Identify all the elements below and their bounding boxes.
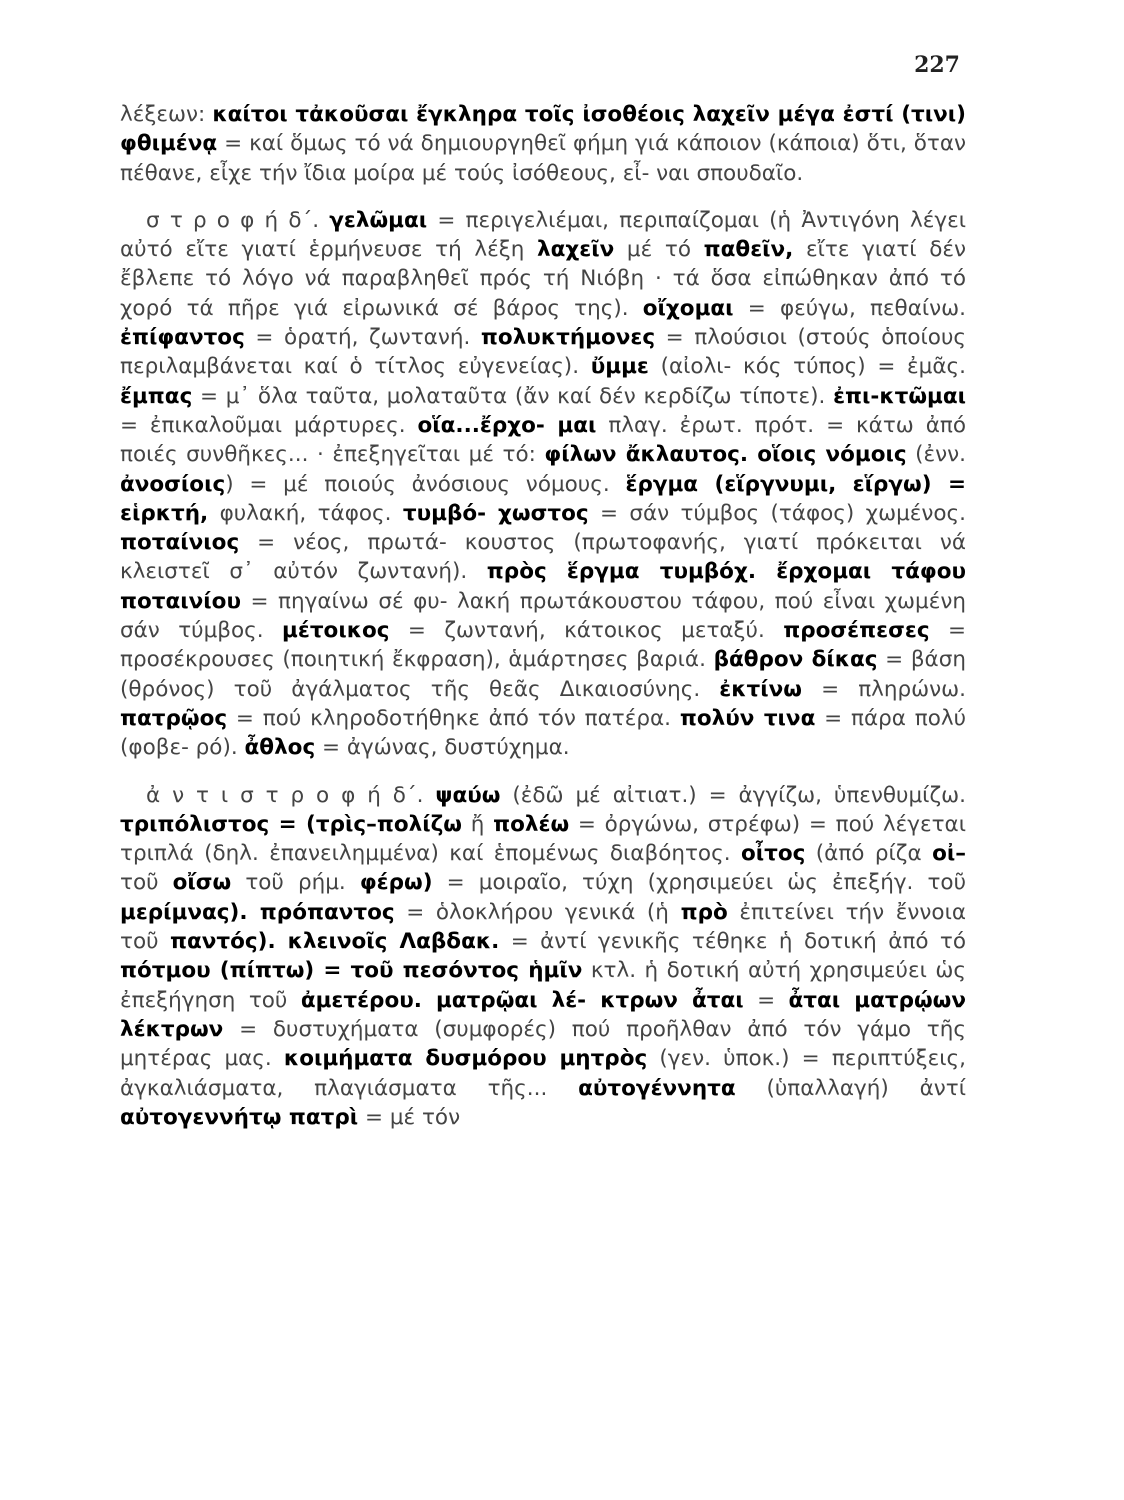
headword: παθεῖν, — [703, 237, 794, 263]
headword: ἐπίφαντος — [120, 325, 245, 351]
gloss-text: = πλούσιοι (στούς ὁποίους περιλαμβάνεται καί ὁ τίτλος εὐγενείας). — [120, 325, 966, 380]
headword: οἴσω — [172, 870, 232, 896]
headword: φέρω) — [359, 870, 433, 896]
gloss-text: κτλ. ἡ δοτική αὐτή χρησιμεύει ὡς ἐπεξήγηση τοῦ — [120, 958, 967, 1013]
headword: οἶτος — [740, 841, 806, 867]
gloss-text: = — [743, 987, 789, 1013]
headword: μερίμνας). πρόπαντος — [120, 899, 395, 925]
gloss-text: = σάν τύμβος (τάφος) χωμένος. — [588, 500, 966, 526]
gloss-text: = φεύγω, πεθαίνω. — [733, 295, 966, 321]
headword: ἐκτίνω — [719, 676, 802, 702]
headword: οἵα...ἔρχο- μαι — [417, 412, 597, 438]
gloss-text: ἐπιτείνει τήν ἔννοια τοῦ — [120, 899, 967, 955]
paragraph-strophe-delta — [120, 206, 966, 763]
gloss-text: = ὁλοκλήρου γενικά (ἡ — [394, 899, 681, 925]
headword: ἆθλος — [244, 735, 316, 761]
gloss-text: = πού κληροδοτήθηκε ἀπό τόν πατέρα. — [227, 705, 680, 731]
headword: ἐπι-κτῶμαι — [833, 383, 966, 409]
headword: ὔμμε — [590, 354, 649, 380]
headword: ἀμετέρου. ματρῷαι λέ- κτρων ἆται — [300, 987, 744, 1013]
page-number: 227 — [914, 52, 960, 78]
gloss-text: = βάση (θρόνος) τοῦ ἀγάλματος τῆς θεᾶς Δικαιοσύνης. — [120, 647, 966, 702]
gloss-text: πλαγ. ἐρωτ. πρότ. = κάτω ἀπό ποιές συνθῆκες... · ἐπεξηγεῖται μέ τό: — [120, 412, 966, 468]
gloss-text: ἀ ν τ ι σ τ ρ ο φ ή δ΄. — [146, 782, 436, 808]
headword: πολύν τινα — [679, 705, 816, 731]
gloss-text: (ἐνν. — [906, 442, 966, 468]
headword: βάθρον δίκας — [713, 647, 878, 673]
headword: μέτοικος — [282, 618, 390, 644]
gloss-text: = πάρα πολύ (φοβε- ρό). — [120, 705, 967, 761]
headword: τυμβό- χωστος — [402, 500, 589, 526]
headword: ψαύω — [435, 782, 501, 808]
gloss-text: τοῦ — [120, 870, 173, 896]
gloss-text: = καί ὅμως τό νά δημιουργηθεῖ φήμη γιά κάποιον (κάποια) ὅτι, ὅταν πέθανε, εἶχε τήν ἴδια μοίρα μέ τούς ἰσόθεους, εἶ- ναι σπουδαῖο. — [120, 131, 966, 186]
gloss-text: = πηγαίνω σέ φυ- λακή πρωτάκουστου τάφου, πού εἶναι χωμένη σάν τύμβος. — [120, 588, 966, 644]
gloss-text: = νέος, πρωτά- κουστος (πρωτοφανής, γιατί πρόκειται νά κλειστεῖ σ᾽ αὐτόν ζωντανή). — [120, 530, 966, 585]
gloss-text: ἤ — [461, 811, 494, 837]
headword: ἀνοσίοις — [120, 471, 226, 497]
headword: ποταίνιος — [120, 530, 240, 556]
gloss-text: (γεν. ὑποκ.) = περιπτύξεις, ἀγκαλιάσματα, πλαγιάσματα τῆς... — [120, 1046, 966, 1101]
gloss-text: = ὀργώνω, στρέφω) = πού λέγεται τριπλά (δηλ. ἐπανειλημμένα) καί ἑπομένως διαβόητος. — [120, 811, 966, 867]
commentary-text — [120, 100, 966, 1132]
headword: πρὸ — [680, 899, 728, 925]
headword: ἕργμα (εἵργνυμι, εἵργω) = εἱρκτή, — [120, 471, 966, 526]
gloss-text: (ἀπό ρίζα — [805, 841, 933, 867]
gloss-text: = πληρώνω. — [801, 676, 966, 702]
gloss-text: (ἐδῶ μέ αἰτιατ.) = ἀγγίζω, ὑπενθυμίζω. — [500, 782, 966, 808]
gloss-text: (ὑπαλλαγή) ἀντί — [735, 1075, 966, 1101]
headword: οἰ– — [932, 841, 966, 867]
gloss-text: σ τ ρ ο φ ή δ΄. — [146, 207, 330, 233]
gloss-text: = δυστυχήματα (συμφορές) πού προῆλθαν ἀπό τόν γάμο τῆς μητέρας μας. — [120, 1016, 966, 1072]
gloss-text: = ζωντανή, κάτοικος μεταξύ. — [389, 618, 784, 644]
paragraph-glossary-intro — [120, 100, 966, 188]
headword: πότμου (πίπτω) = τοῦ πεσόντος ἡμῖν — [120, 958, 583, 984]
gloss-text: = μέ τόν — [358, 1104, 461, 1130]
gloss-text: = ἀντί γενικῆς τέθηκε ἡ δοτική ἀπό τό — [499, 929, 966, 955]
gloss-text: λέξεων: — [120, 102, 213, 127]
headword: ἔμπας — [120, 383, 193, 409]
headword: παντός). κλεινοῖς Λαβδακ. — [169, 929, 500, 955]
headword: πρὸς ἕργμα τυμβόχ. ἔρχομαι τάφου ποταινίου — [120, 559, 966, 614]
gloss-text: = περιγελιέμαι, περιπαίζομαι (ἡ Ἀντιγόνη λέγει αὐτό εἴτε γιατί ἑρμήνευσε τή λέξη — [120, 207, 966, 263]
gloss-text: τοῦ ρήμ. — [231, 870, 360, 896]
headword: τριπόλιστος = (τρὶς–πολίζω — [120, 811, 462, 837]
gloss-text: = προσέκρουσες (ποιητική ἔκφραση), ἁμάρτησες βαριά. — [120, 618, 966, 673]
gloss-text: = ἐπικαλοῦμαι μάρτυρες. — [120, 412, 418, 438]
headword: λαχεῖν — [537, 237, 615, 263]
headword: πολυκτήμονες — [480, 325, 656, 351]
gloss-text: = ἀγώνας, δυστύχημα. — [315, 735, 570, 761]
headword: πολέω — [493, 811, 570, 837]
gloss-text: ) = μέ ποιούς ἀνόσιους νόμους. — [225, 471, 626, 497]
gloss-text: εἴτε γιατί δέν ἔβλεπε τό λόγο νά παραβληθεῖ πρός τή Νιόβη · τά ὅσα εἰπώθηκαν ἀπό τό χορό τά πῆρε γιά εἰρωνικά σέ βάρος της). — [120, 237, 966, 321]
gloss-text: = μ᾽ ὅλα ταῦτα, μολαταῦτα (ἄν καί δέν κερδίζω τίποτε). — [192, 383, 834, 409]
headword: οἴχομαι — [642, 295, 734, 321]
headword: πατρῷος — [120, 705, 228, 731]
headword: κοιμήματα δυσμόρου μητρὸς — [283, 1046, 648, 1072]
headword: ἆται ματρῴων λέκτρων — [120, 987, 966, 1042]
gloss-text: (αἰολι- κός τύπος) = ἐμᾶς. — [648, 354, 966, 380]
headword: αὐτογέννητα — [578, 1075, 736, 1101]
paragraph-antistrophe-delta — [120, 781, 966, 1133]
gloss-text: = μοιραῖο, τύχη (χρησιμεύει ὡς ἐπεξήγ. τοῦ — [432, 870, 967, 896]
headword: αὐτογεννήτῳ πατρὶ — [120, 1104, 359, 1130]
headword: φίλων ἄκλαυτος. οἵοις νόμοις — [544, 442, 907, 468]
headword: γελῶμαι — [329, 207, 428, 233]
gloss-text: = ὁρατή, ζωντανή. — [244, 325, 481, 351]
headword: καίτοι τἀκοῦσαι ἔγκληρα τοῖς ἰσοθέοις λαχεῖν μέγα ἐστί (τινι) φθιμένᾳ — [120, 102, 967, 157]
headword: προσέπεσες — [783, 618, 930, 644]
gloss-text: μέ τό — [614, 237, 704, 263]
gloss-text: φυλακή, τάφος. — [208, 500, 403, 526]
